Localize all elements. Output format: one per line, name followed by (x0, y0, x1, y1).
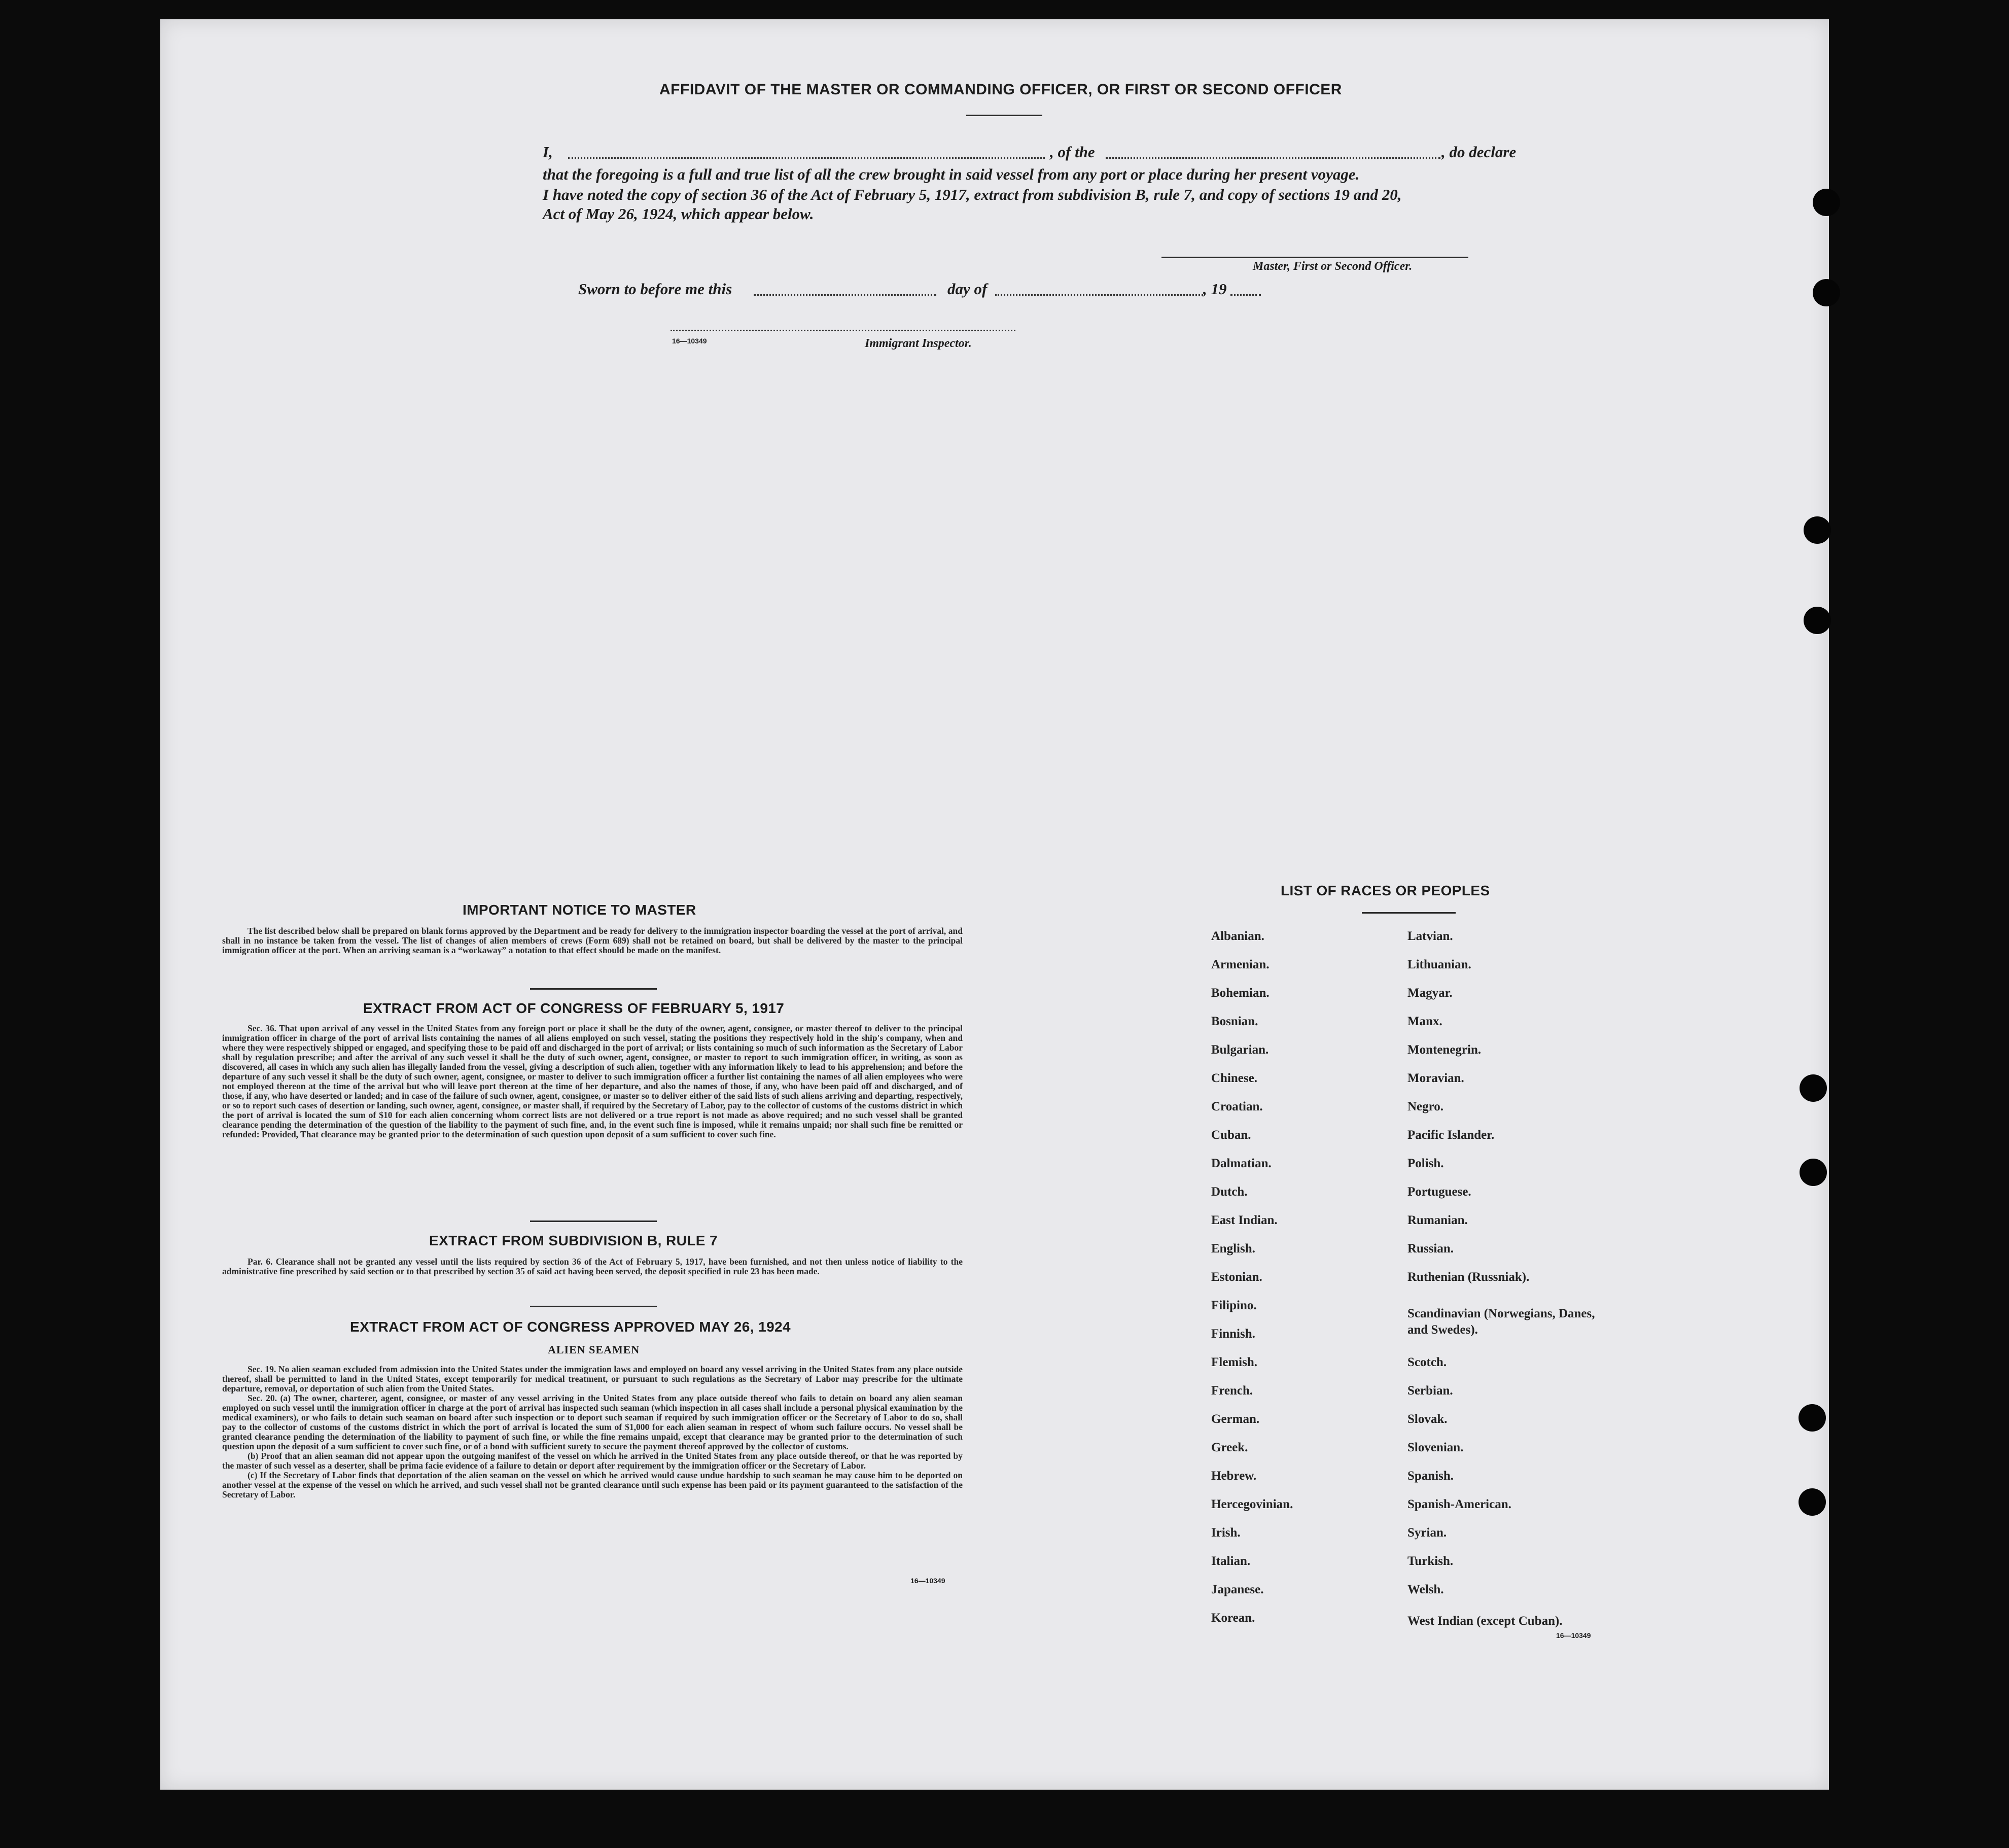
extract-1924-text (222, 1365, 963, 1500)
race-left: East Indian. (1211, 1213, 1278, 1227)
declaration-line-2: that the foregoing is a full and true list of all the crew brought in said vessel from any port or place during her present voyage. (543, 165, 1360, 183)
section-20b-paragraph: (b) Proof that an alien seaman did not appear upon the outgoing manifest of the vessel on which he arrived in the United States from any place outside thereof, or that he was reported by the master of such vessel as a deserter, shall be prima facie evidence of a failure to detain or deport after requirement by the immigration officer or the Secretary of Labor. (222, 1451, 963, 1471)
declaration-line-3: I have noted the copy of section 36 of the Act of February 5, 1917, extract from subdivision B, rule 7, and copy of sections 19 and 20, (543, 186, 1402, 203)
notice-title: IMPORTANT NOTICE TO MASTER (463, 902, 696, 918)
race-right: Manx. (1407, 1015, 1442, 1028)
race-right: Spanish. (1407, 1469, 1454, 1483)
binder-hole (1799, 1404, 1826, 1432)
race-right: Slovenian. (1407, 1441, 1464, 1454)
section-36-paragraph: Sec. 36. That upon arrival of any vessel in the United States from any foreign port or place it shall be the duty of the owner, agent, consignee, or master thereof to deliver to the principal immigration officer in charge of the port of arrival lists containing the names of all aliens employed on such vessel, stating the positions they respectively hold in the ship's company, when and where they were respectively shipped or engaged, and specifying those to be paid off and discharged in the port of arrival; or lists containing so much of such information as the Secretary of Labor shall by regulation prescribe; and after the arrival of any such vessel it shall be the duty of such owner, agent, consignee, or master to report to such immigration officer, in writing, as soon as discovered, all cases in which any such alien has illegally landed from the vessel, giving a description of such alien, together with any information likely to lead to his apprehension; and before the departure of any such vessel it shall be the duty of such owner, agent, consignee, or master to deliver to such immigration officer a further list containing the names of all alien employees who were not employed thereon at the time of the arrival but who will leave port thereon at the time of her departure, and also the names of those, if any, who have been paid off and discharged, and of those, if any, who have deserted or landed; and in case of the failure of such owner, agent, consignee, or master so to deliver either of the said lists of such aliens arriving and departing, respectively, or so to report such cases of desertion or landing, such owner, agent, consignee, or master shall, if required by the Secretary of Labor, pay to the collector of customs of the customs district in which the port of arrival is located the sum of $10 for each alien concerning whom correct lists are not delivered or a true report is not made as above required; and no such vessel shall be granted clearance pending the determination of the question of the liability to the payment of such fine, and, in the event such fine is imposed, while it remains unpaid; nor shall such fine be remitted or refunded: Provided, That clearance may be granted prior to the determination of such question upon deposit of a sum sufficient to cover such fine. (222, 1023, 963, 1139)
race-left: Dutch. (1211, 1185, 1248, 1199)
inspector-signature-line[interactable] (671, 325, 1015, 331)
sworn-day-label: day of (947, 280, 988, 298)
race-right: Pacific Islander. (1407, 1128, 1495, 1142)
declarant-prefix: I, (543, 143, 553, 161)
race-right: Russian. (1407, 1242, 1454, 1256)
form-number-bottom-left: 16—10349 (910, 1577, 945, 1585)
races-title: LIST OF RACES OR PEOPLES (1281, 883, 1490, 898)
binder-hole (1799, 1488, 1826, 1516)
form-number-bottom-right: 16—10349 (1556, 1631, 1591, 1640)
race-left: Italian. (1211, 1554, 1251, 1568)
race-right: Scandinavian (Norwegians, Danes, and Swedes). (1407, 1307, 1595, 1337)
paragraph-6: Par. 6. Clearance shall not be granted any vessel until the lists required by section 36 of the Act of February 5, 1917, have been furnished, and not then unless notice of liability to the administrative fine prescribed by said section or to that prescribed by section 35 of said act having been served, the deposit specified in rule 23 has been made. (222, 1257, 963, 1276)
extract-1917-text (222, 1024, 963, 1139)
sworn-year-label: , 19 (1203, 280, 1227, 298)
race-left: Chinese. (1211, 1071, 1257, 1085)
race-right: Montenegrin. (1407, 1043, 1482, 1057)
race-right: Latvian. (1407, 929, 1453, 943)
declaration-line-4: Act of May 26, 1924, which appear below. (543, 205, 814, 223)
form-number-top: 16—10349 (672, 337, 707, 345)
notice-paragraph: The list described below shall be prepared on blank forms approved by the Department and be ready for delivery to the immigration inspector boarding the vessel at the port of arrival, and shall in no instance be taken from the vessel. The list of changes of alien members of crews (Form 689) shall not be retained on board, but shall be delivered by the master to the principal immigration officer at the port. When an arriving seaman is a “workaway” a notation to that effect should be made on the manifest. (222, 926, 963, 955)
race-right: Portuguese. (1407, 1185, 1471, 1199)
race-left: Cuban. (1211, 1128, 1251, 1142)
binder-hole (1813, 189, 1840, 216)
race-left: Bulgarian. (1211, 1043, 1269, 1057)
declarant-name-field[interactable] (568, 147, 1045, 159)
race-right: Spanish-American. (1407, 1497, 1511, 1511)
extract-rule7-text (222, 1257, 963, 1276)
race-left: Dalmatian. (1211, 1157, 1272, 1170)
notice-text (222, 926, 963, 955)
binder-hole (1813, 279, 1840, 306)
extract-1924-title: EXTRACT FROM ACT OF CONGRESS APPROVED MAY 26, 1924 (350, 1319, 791, 1335)
race-right: Syrian. (1407, 1526, 1447, 1540)
alien-seamen-subtitle: ALIEN SEAMEN (548, 1343, 640, 1356)
sworn-line (578, 280, 1288, 300)
inspector-caption: Immigrant Inspector. (865, 337, 972, 350)
race-left: Estonian. (1211, 1270, 1262, 1284)
race-left: Bosnian. (1211, 1015, 1258, 1028)
extract-1917-title: EXTRACT FROM ACT OF CONGRESS OF FEBRUARY 5, 1917 (363, 1000, 785, 1016)
race-left: Albanian. (1211, 929, 1264, 943)
section-20c-paragraph: (c) If the Secretary of Labor finds that deportation of the alien seaman on the vessel on which he arrived would cause undue hardship to such seaman he may cause him to be deported on another vessel at the expense of the vessel on which he arrived, and such vessel shall not be granted clearance until such expense has been paid or its payment guaranteed to the satisfaction of the Secretary of Labor. (222, 1470, 963, 1500)
race-left: Greek. (1211, 1441, 1248, 1454)
race-right: Lithuanian. (1407, 958, 1471, 971)
sworn-prefix: Sworn to before me this (578, 280, 732, 298)
race-right: Welsh. (1407, 1583, 1444, 1596)
races-title-underline (1362, 912, 1456, 914)
do-declare: , do declare (1441, 143, 1517, 161)
race-right: Slovak. (1407, 1412, 1448, 1426)
officer-signature-caption: Master, First or Second Officer. (1253, 260, 1413, 273)
sworn-month-field[interactable] (995, 284, 1203, 296)
divider (530, 988, 657, 990)
race-left: Hebrew. (1211, 1469, 1257, 1483)
race-right: Moravian. (1407, 1071, 1464, 1085)
race-left: Filipino. (1211, 1299, 1257, 1312)
vessel-name-field[interactable] (1106, 147, 1440, 159)
race-right: Serbian. (1407, 1384, 1453, 1398)
section-20a-paragraph: Sec. 20. (a) The owner, charterer, agent, consignee, or master of any vessel arriving in the United States from any place outside thereof who fails to detain on board any alien seaman employed on such vessel until the immigration officer in charge at the port of arrival has inspected such seaman (which inspection in all cases shall include a personal physical examination by the medical examiners), or who fails to detain such seaman on board after such inspection or to deport such seaman if required by such immigration officer or the Secretary of Labor to do so, shall pay to the collector of customs of the customs district in which the port of arrival is located the sum of $1,000 for each alien seaman in respect of whom such failure occurs. No vessel shall be granted clearance pending the determination of the liability to payment of such fine, or while the fine remains unpaid, except that clearance may be granted prior to the determination of such question upon the deposit of a sum sufficient to cover such fine, or of a bond with sufficient surety to secure the payment thereof approved by the collector of customs. (222, 1393, 963, 1451)
race-right: Ruthenian (Russniak). (1407, 1270, 1530, 1284)
race-right: Negro. (1407, 1100, 1444, 1113)
race-right: West Indian (except Cuban). (1407, 1614, 1563, 1628)
binder-hole (1804, 607, 1831, 634)
race-right: Scotch. (1407, 1355, 1447, 1369)
race-left: Bohemian. (1211, 986, 1270, 1000)
title-underline (966, 115, 1042, 116)
race-right: Turkish. (1407, 1554, 1454, 1568)
binder-hole (1800, 1074, 1827, 1102)
race-left: Armenian. (1211, 958, 1270, 971)
race-left: German. (1211, 1412, 1260, 1426)
race-left: French. (1211, 1384, 1253, 1398)
race-right: Magyar. (1407, 986, 1453, 1000)
race-left: Croatian. (1211, 1100, 1263, 1113)
officer-signature-line[interactable] (1161, 257, 1468, 258)
race-left: Korean. (1211, 1611, 1255, 1625)
sworn-year-field[interactable] (1230, 284, 1261, 296)
affidavit-title: AFFIDAVIT OF THE MASTER OR COMMANDING OFFICER, OR FIRST OR SECOND OFFICER (659, 81, 1342, 98)
race-left: English. (1211, 1242, 1255, 1256)
race-left: Flemish. (1211, 1355, 1257, 1369)
extract-rule7-title: EXTRACT FROM SUBDIVISION B, RULE 7 (429, 1233, 718, 1248)
binder-hole (1804, 516, 1831, 544)
race-left: Japanese. (1211, 1583, 1264, 1596)
binder-hole (1800, 1159, 1827, 1186)
section-19-paragraph: Sec. 19. No alien seaman excluded from admission into the United States under the immigration laws and employed on board any vessel arriving in the United States from any place outside thereof, shall be permitted to land in the United States, except temporarily for medical treatment, or pursuant to such regulations as the Secretary of Labor may prescribe for the ultimate departure, removal, or deportation of such alien from the United States. (222, 1364, 963, 1393)
race-left: Irish. (1211, 1526, 1241, 1540)
race-left: Hercegovinian. (1211, 1497, 1293, 1511)
race-right: Rumanian. (1407, 1213, 1468, 1227)
divider (530, 1306, 657, 1307)
race-right: Polish. (1407, 1157, 1444, 1170)
race-left: Finnish. (1211, 1327, 1255, 1341)
sworn-day-field[interactable] (754, 284, 936, 296)
declaration-line-1 (543, 143, 1517, 163)
divider (530, 1221, 657, 1222)
vessel-prefix: , of the (1050, 143, 1095, 161)
